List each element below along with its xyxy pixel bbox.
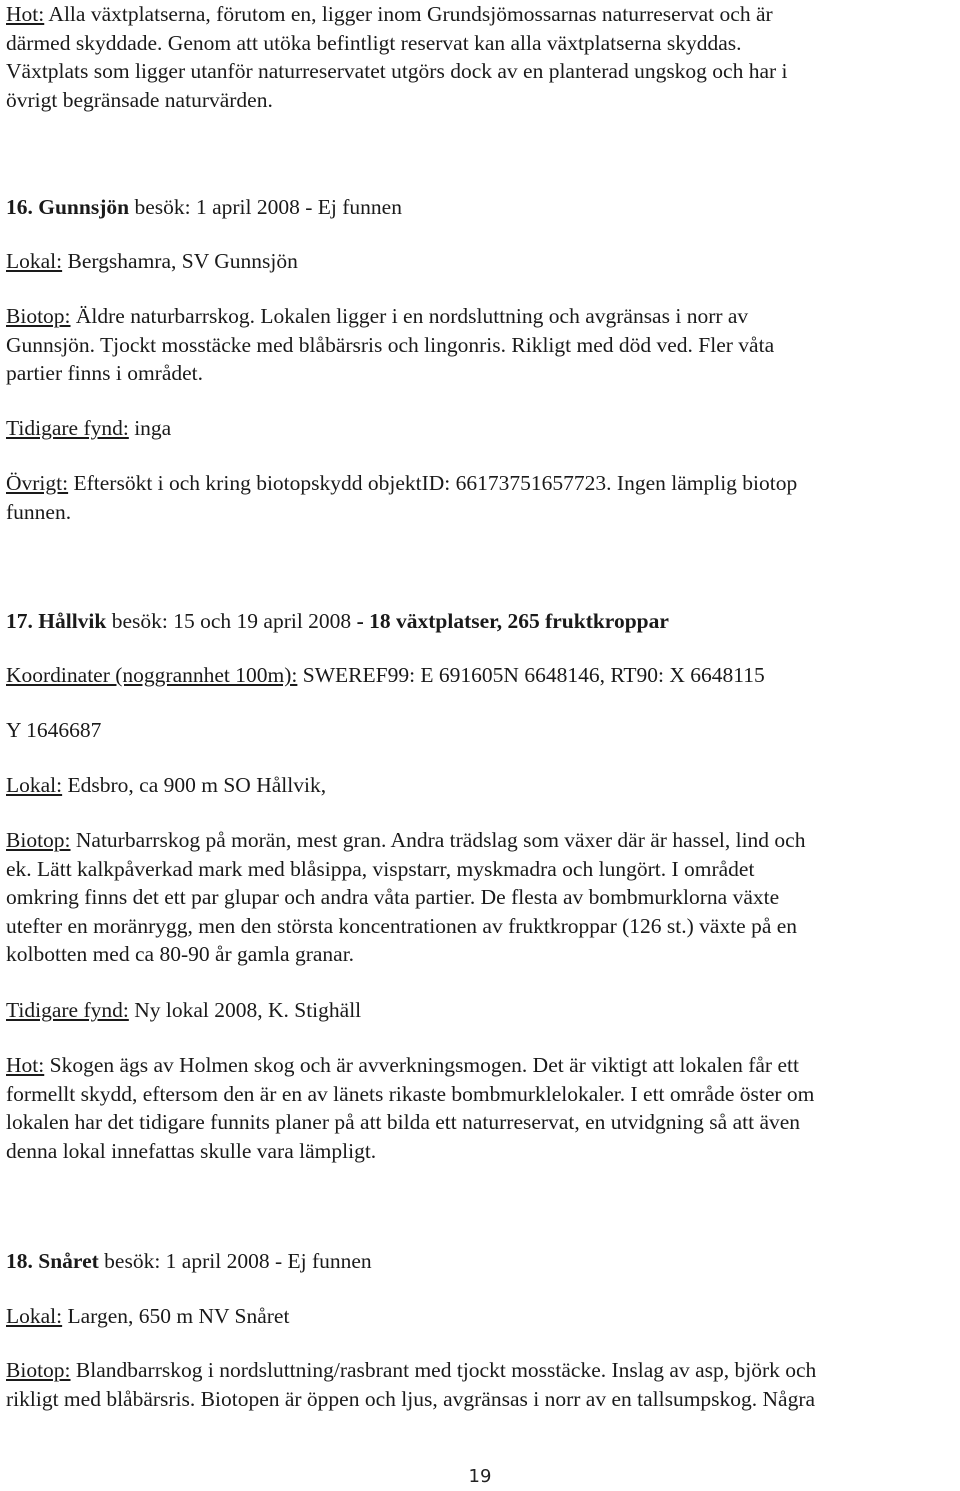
- text-line: utefter en moränrygg, men den största koncentrationen av fruktkroppar (126 st.) växte på en: [6, 913, 798, 938]
- text-line: Gunnsjön. Tjockt mosstäcke med blåbärsris och lingonris. Rikligt med död ved. Fler våta: [6, 332, 775, 357]
- tidigare-label: Tidigare fynd:: [6, 416, 129, 440]
- text-line: Blandbarrskog i nordsluttning/rasbrant med tjockt mosstäcke. Inslag av asp, björk och: [70, 1358, 817, 1382]
- lokal-value: Bergshamra, SV Gunnsjön: [62, 249, 298, 273]
- tidigare-value: Ny lokal 2008, K. Stighäll: [128, 998, 362, 1022]
- ovrigt-label: Övrigt:: [6, 471, 69, 495]
- section-17-tidigare: [6, 996, 956, 1025]
- site-name: Snåret: [38, 1249, 99, 1273]
- biotop-label: Biotop:: [6, 828, 71, 852]
- text-line: Äldre naturbarrskog. Lokalen ligger i en nordsluttning och avgränsas i norr av: [70, 304, 749, 328]
- lokal-value: Largen, 650 m NV Snåret: [62, 1304, 290, 1328]
- text-line: funnen.: [6, 499, 72, 524]
- section-17-biotop: [6, 826, 956, 969]
- text-line: övrigt begränsade naturvärden.: [6, 87, 273, 112]
- text-line: partier finns i området.: [6, 361, 204, 385]
- lokal-label: Lokal:: [6, 1304, 63, 1328]
- text-line: formellt skydd, eftersom den är en av länets rikaste bombmurklelokaler. I ett område öster om: [6, 1081, 815, 1106]
- lokal-label: Lokal:: [6, 773, 63, 797]
- section-16-biotop: [6, 302, 956, 388]
- text-line: kolbotten med ca 80-90 år gamla granar.: [6, 942, 355, 966]
- section-17-lokal: [6, 771, 956, 800]
- text-line: därmed skyddade. Genom att utöka befintligt reservat kan alla växtplatserna skyddas.: [6, 30, 742, 55]
- text-line: Skogen ägs av Holmen skog och är avverkningsmogen. Det är viktigt att lokalen får ett: [44, 1053, 799, 1077]
- section-16-lokal: [6, 247, 956, 276]
- visit-result: - 18 växtplatser, 265 fruktkroppar: [356, 609, 669, 633]
- text-line: ek. Lätt kalkpåverkad mark med blåsippa, vispstarr, myskmadra och lungört. I området: [6, 856, 755, 881]
- hot-label: Hot:: [6, 1053, 45, 1077]
- lokal-label: Lokal:: [6, 249, 63, 273]
- biotop-label: Biotop:: [6, 1358, 71, 1382]
- section-number: 16.: [6, 195, 33, 219]
- section-17-hot: [6, 1051, 956, 1165]
- visit-info: besök: 1 april 2008 - Ej funnen: [129, 195, 402, 219]
- visit-info: besök: 15 och 19 april 2008: [106, 609, 357, 633]
- site-name: Gunnsjön: [38, 195, 130, 219]
- koordinater-y-value: Y 1646687: [6, 718, 102, 742]
- text-line: Naturbarrskog på morän, mest gran. Andra trädslag som växer där är hassel, lind och: [70, 828, 806, 852]
- section-number: 18.: [6, 1249, 33, 1273]
- biotop-label: Biotop:: [6, 304, 71, 328]
- site-name: Hållvik: [38, 609, 107, 633]
- text-line: Eftersökt i och kring biotopskydd objektID: 66173751657723. Ingen lämplig biotop: [68, 471, 798, 495]
- section-18-biotop: [6, 1356, 956, 1413]
- koordinater-label: Koordinater (noggrannhet 100m):: [6, 663, 298, 687]
- section-17-koordinater-y: [6, 716, 956, 745]
- text-line: denna lokal innefattas skulle vara lämpligt.: [6, 1138, 377, 1163]
- page-number: 19: [468, 1466, 492, 1487]
- koordinater-value: SWEREF99: E 691605N 6648146, RT90: X 6648115: [297, 663, 765, 687]
- section-number: 17.: [6, 609, 33, 633]
- section-16-tidigare: [6, 414, 956, 443]
- visit-info: besök: 1 april 2008 - Ej funnen: [98, 1249, 372, 1273]
- section-16-ovrigt: [6, 469, 956, 526]
- section-17-koordinater: [6, 661, 956, 690]
- section-16-heading: [6, 193, 956, 222]
- tidigare-label: Tidigare fynd:: [6, 998, 129, 1022]
- section-18-heading: [6, 1247, 956, 1276]
- lokal-value: Edsbro, ca 900 m SO Hållvik,: [62, 773, 327, 797]
- text-line: Växtplats som ligger utanför naturreservatet utgörs dock av en planterad ungskog och har i: [6, 59, 788, 83]
- section-17-heading: [6, 607, 956, 636]
- hot-label: Hot:: [6, 2, 45, 26]
- section-18-lokal: [6, 1302, 956, 1331]
- text-line: rikligt med blåbärsris. Biotopen är öppen och ljus, avgränsas i norr av en tallsumpskog. Några: [6, 1386, 816, 1411]
- text-line: lokalen har det tidigare funnits planer på att bilda ett naturreservat, en utvidgning så att även: [6, 1110, 801, 1134]
- text-line: Alla växtplatserna, förutom en, ligger inom Grundsjömossarnas naturreservat och är: [44, 2, 773, 26]
- text-line: omkring finns det ett par glupar och andra våta partier. De flesta av bombmurklorna växte: [6, 885, 780, 909]
- tidigare-value: inga: [128, 416, 172, 440]
- intro-hot-paragraph: [6, 0, 956, 114]
